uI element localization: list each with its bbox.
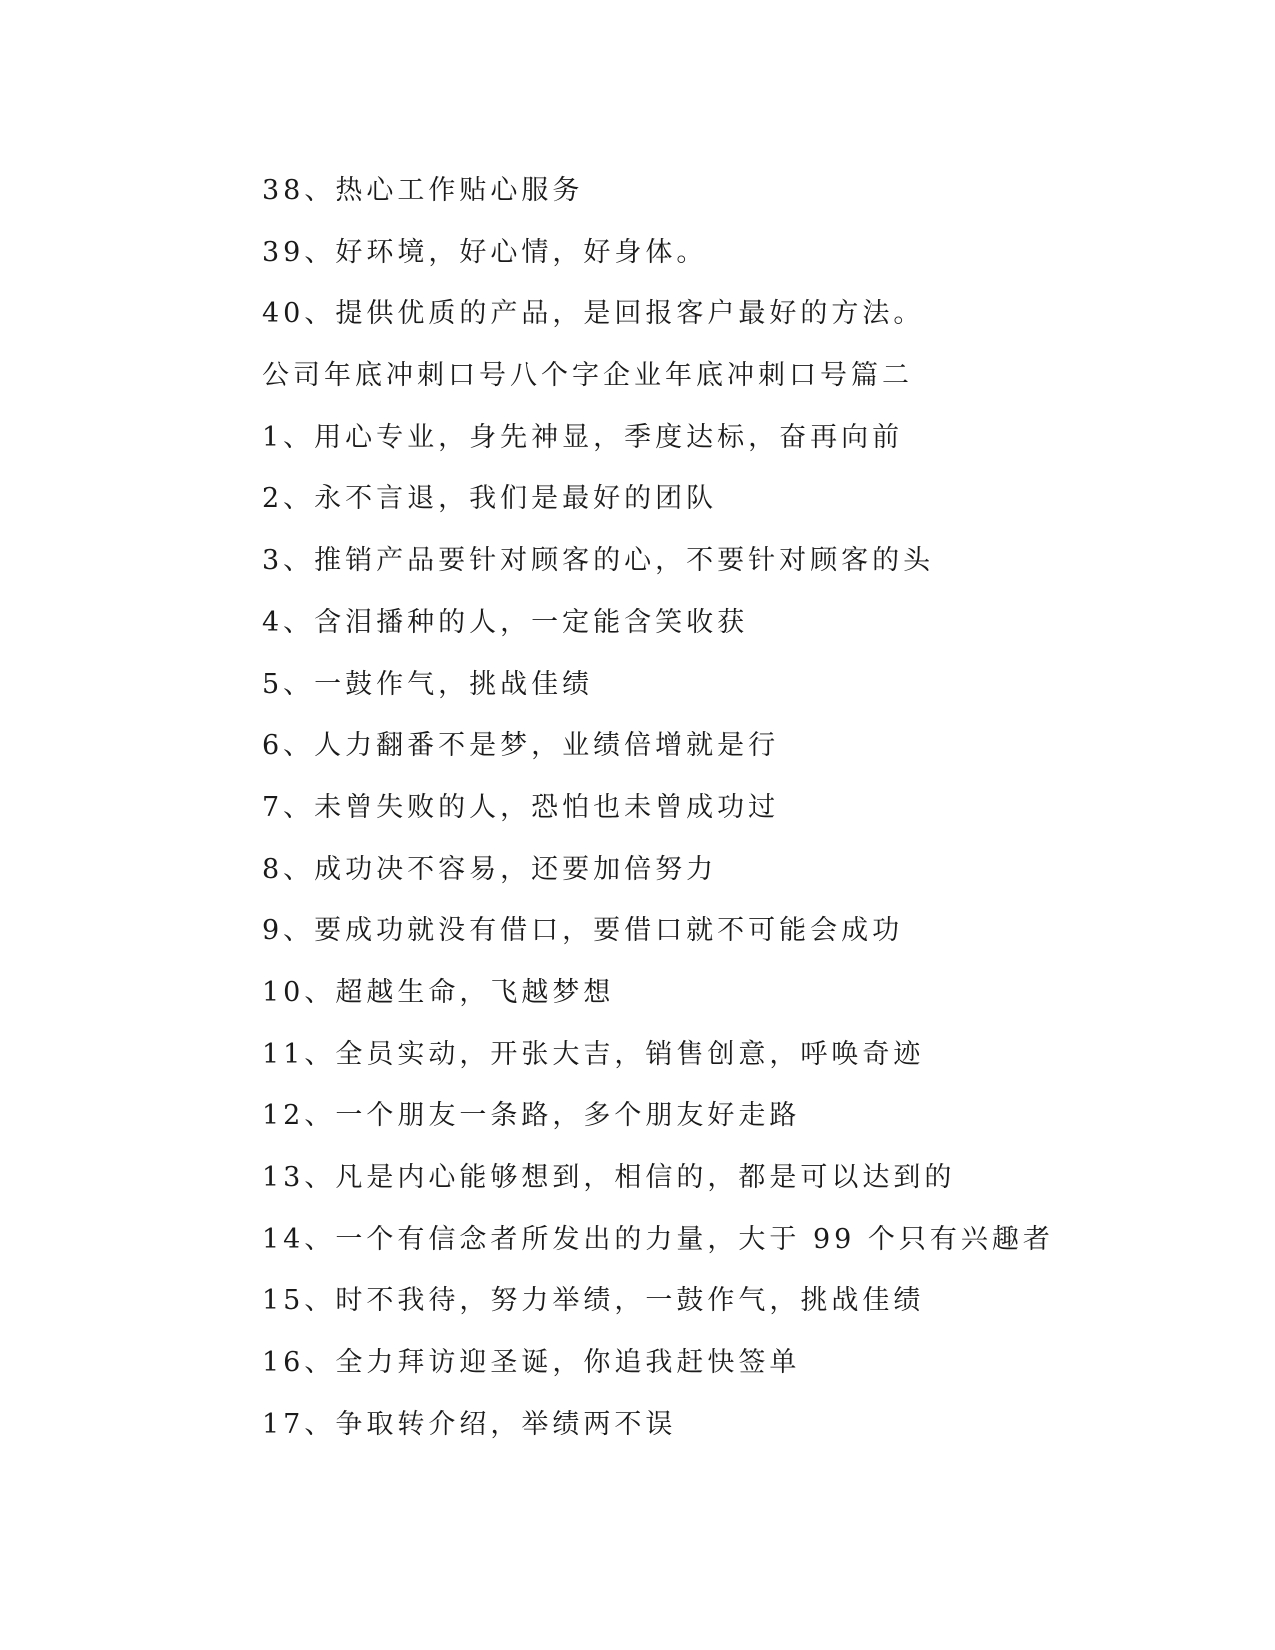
list-item-39: 39、好环境，好心情，好身体。: [262, 236, 708, 268]
list-item-14: 14、一个有信念者所发出的力量，大于 99 个只有兴趣者: [262, 1223, 1054, 1255]
list-item-11: 11、全员实动，开张大吉，销售创意，呼唤奇迹: [262, 1038, 925, 1070]
list-item-10: 10、超越生命，飞越梦想: [262, 976, 615, 1008]
list-item-8: 8、成功决不容易，还要加倍努力: [262, 853, 718, 885]
list-item-38: 38、热心工作贴心服务: [262, 175, 584, 206]
list-item-6: 6、人力翻番不是梦，业绩倍增就是行: [262, 730, 780, 762]
list-item-7: 7、未曾失败的人，恐怕也未曾成功过: [262, 791, 780, 823]
list-item-9: 9、要成功就没有借口，要借口就不可能会成功: [262, 915, 904, 947]
list-item-1: 1、用心专业，身先神显，季度达标，奋再向前: [262, 421, 904, 453]
list-item-13: 13、凡是内心能够想到，相信的，都是可以达到的: [262, 1162, 956, 1193]
list-item-15: 15、时不我待，努力举绩，一鼓作气，挑战佳绩: [262, 1285, 925, 1317]
list-item-40: 40、提供优质的产品，是回报客户最好的方法。: [262, 298, 925, 330]
list-item-4: 4、含泪播种的人，一定能含笑收获: [262, 606, 749, 638]
section-heading: 公司年底冲刺口号八个字企业年底冲刺口号篇二: [262, 360, 913, 392]
list-item-12: 12、一个朋友一条路，多个朋友好走路: [262, 1100, 801, 1132]
document-body: [262, 160, 1212, 1455]
list-item-5: 5、一鼓作气，挑战佳绩: [262, 668, 594, 700]
list-item-3: 3、推销产品要针对顾客的心，不要针对顾客的头: [262, 545, 935, 577]
list-item-16: 16、全力拜访迎圣诞，你追我赶快签单: [262, 1347, 801, 1379]
list-item-17: 17、争取转介绍，举绩两不误: [262, 1408, 677, 1440]
list-item-2: 2、永不言退，我们是最好的团队: [262, 483, 718, 515]
